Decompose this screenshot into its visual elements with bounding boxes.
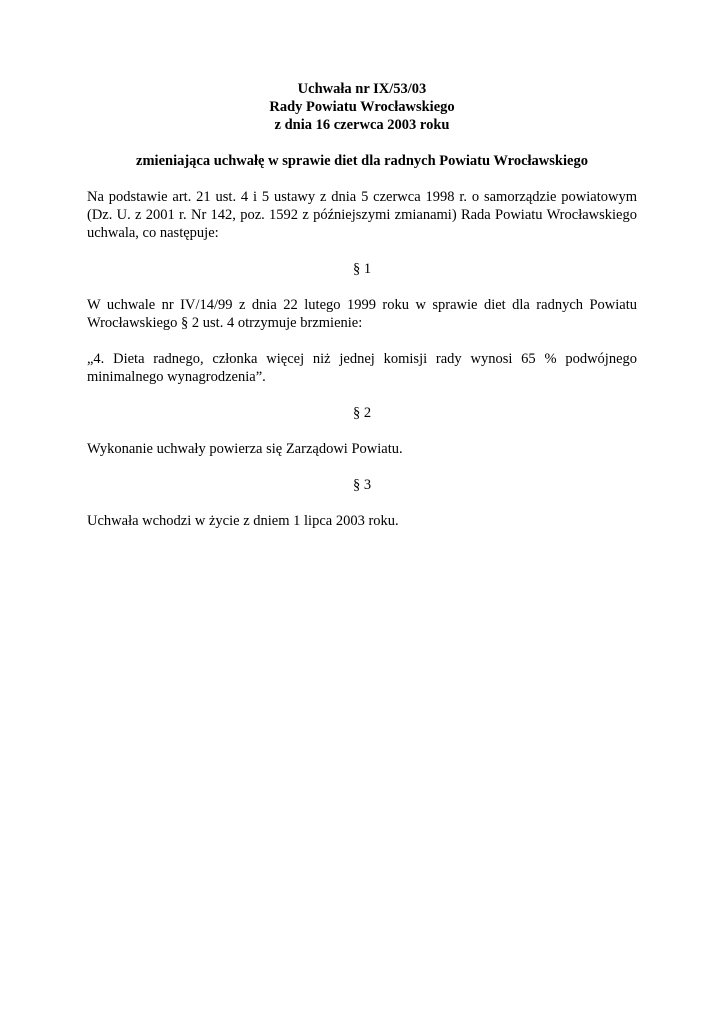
- section-2-paragraph: Wykonanie uchwały powierza się Zarządowi Powiatu.: [87, 441, 403, 457]
- section-3-paragraph: Uchwała wchodzi w życie z dniem 1 lipca 2003 roku.: [87, 513, 399, 529]
- document-title-line-2: Rady Powiatu Wrocławskiego: [269, 99, 455, 115]
- section-3-label: § 3: [352, 477, 372, 493]
- section-1-paragraph-1: W uchwale nr IV/14/99 z dnia 22 lutego 1999 roku w sprawie diet dla radnych Powiatu Wrocławskiego § 2 ust. 4 otrzymuje brzmienie:: [87, 297, 637, 331]
- document-title-line-3: z dnia 16 czerwca 2003 roku: [274, 117, 450, 133]
- section-1-label: § 1: [352, 261, 372, 277]
- document-subtitle: zmieniająca uchwałę w sprawie diet dla radnych Powiatu Wrocławskiego: [136, 153, 588, 169]
- intro-paragraph: Na podstawie art. 21 ust. 4 i 5 ustawy z dnia 5 czerwca 1998 r. o samorządzie powiatowym (Dz. U. z 2001 r. Nr 142, poz. 1592 z późniejszymi zmianami) Rada Powiatu Wrocławskiego uchwala, co następuje:: [87, 189, 637, 241]
- document-title-block: [87, 80, 637, 134]
- document-title-line-1: Uchwała nr IX/53/03: [297, 81, 427, 97]
- section-2-label: § 2: [352, 405, 372, 421]
- section-1-paragraph-2: „4. Dieta radnego, członka więcej niż jednej komisji rady wynosi 65 % podwójnego minimalnego wynagrodzenia”.: [87, 351, 637, 385]
